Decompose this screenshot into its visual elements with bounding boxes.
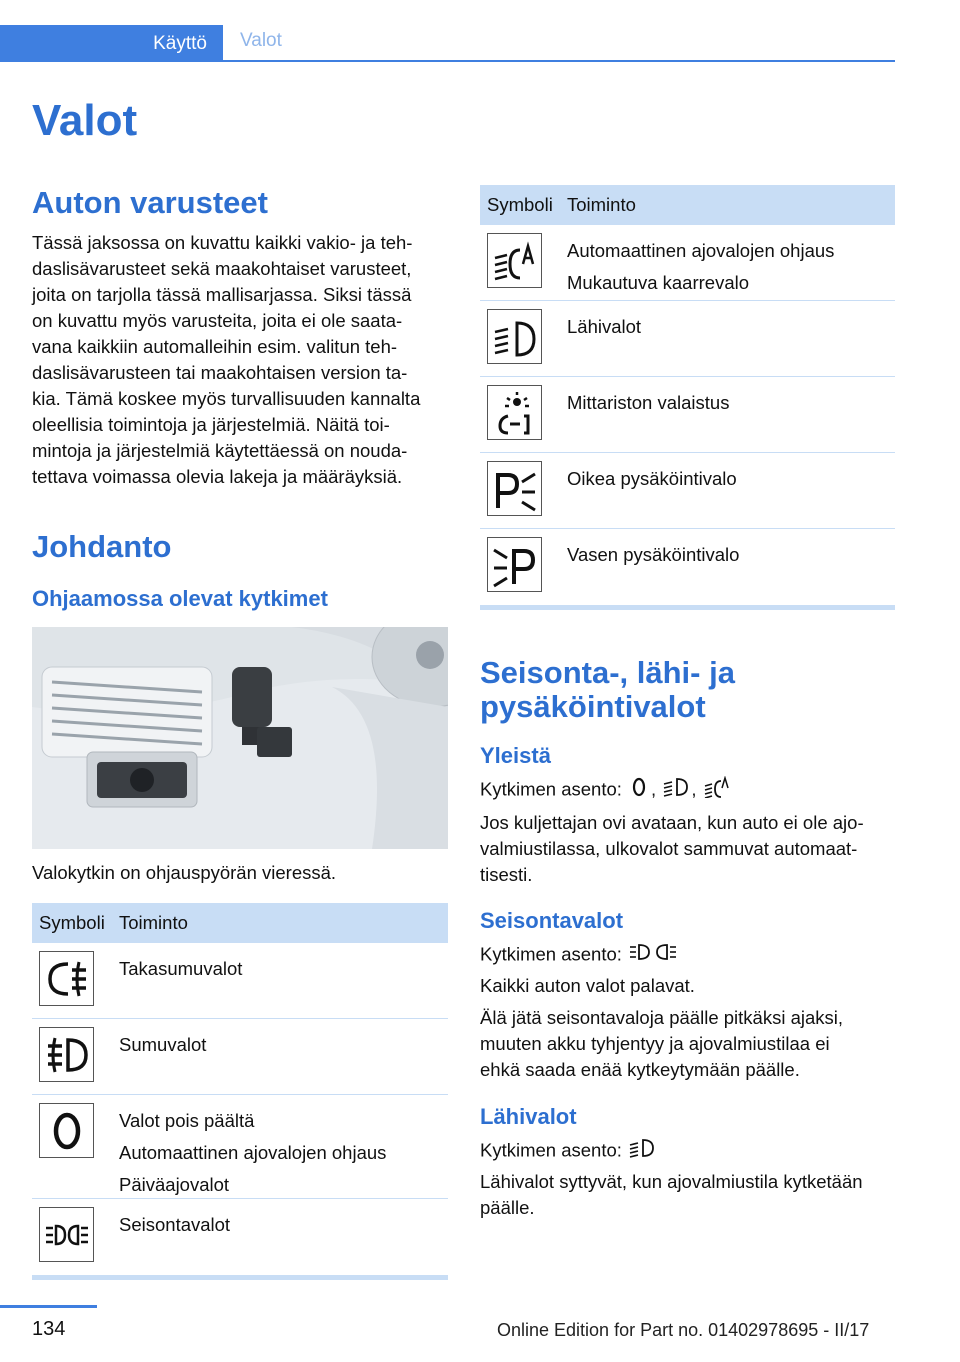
column-header-symbol: Symboli xyxy=(487,194,553,215)
function-text: Sumuvalot xyxy=(119,1034,207,1055)
table-row xyxy=(32,943,448,1019)
column-header-symbol: Symboli xyxy=(39,912,105,933)
auto-headlight-icon xyxy=(487,233,542,288)
lahivalot-heading: Lähivalot xyxy=(480,1104,577,1129)
auton-heading: Auton varusteet xyxy=(32,185,268,220)
page-title: Valot xyxy=(32,96,138,145)
function-text: Päiväajovalot xyxy=(119,1174,230,1195)
yleista-line: tisesti. xyxy=(480,864,533,885)
function-text: Takasumuvalot xyxy=(119,958,243,979)
low-beam-icon xyxy=(487,309,542,364)
low-beam-icon xyxy=(663,776,689,805)
yleista-paragraph xyxy=(480,810,900,888)
switch-label: Kytkimen asento: xyxy=(480,778,622,800)
table-row xyxy=(480,529,895,605)
edition-text: Online Edition for Part no. 01402978695 - II/17 xyxy=(497,1320,870,1340)
switch-label: Kytkimen asento: xyxy=(480,1139,622,1161)
function-text: Automaattinen ajovalojen ohjaus xyxy=(567,240,835,261)
seisontavalot-paragraph xyxy=(480,1005,900,1083)
auton-line: mintoja ja järjestelmiä käytettäessä on nouda‐ xyxy=(32,440,408,461)
seisontavalot-heading: Seisontavalot xyxy=(480,908,624,933)
page-number: 134 xyxy=(32,1318,66,1340)
table-header xyxy=(32,903,448,943)
auton-line: joita on tarjolla tässä mallisarjassa. Siksi tässä xyxy=(32,284,412,305)
auton-line: daslisävarusteen tai maakohtaisen version ta‐ xyxy=(32,362,408,383)
table-header xyxy=(480,185,895,225)
footer-rule xyxy=(0,1305,97,1308)
auto-headlight-icon xyxy=(704,776,730,805)
separator: , xyxy=(651,778,657,800)
seisontavalot-line1: Kaikki auton valot palavat. xyxy=(480,975,695,996)
johdanto-heading: Johdanto xyxy=(32,529,172,564)
auton-line: vana kaikkiin automalleihin esim. valitun teh‐ xyxy=(32,336,398,357)
table-row xyxy=(480,453,895,529)
table-row xyxy=(32,1095,448,1199)
table-bottom-rule xyxy=(32,1275,448,1280)
seisontavalot-line: muuten akku tyhjentyy ja ajovalmiustilaa ei xyxy=(480,1033,830,1054)
lights-off-zero-icon xyxy=(39,1103,94,1158)
lahivalot-paragraph xyxy=(480,1169,900,1221)
column-header-function: Toiminto xyxy=(119,912,188,933)
seisonta-heading xyxy=(480,656,735,724)
switch-label: Kytkimen asento: xyxy=(480,943,622,965)
auton-line: on kuvattu myös varusteita, joita ei ole saata‐ xyxy=(32,310,403,331)
table-bottom-rule xyxy=(480,605,895,610)
table-row xyxy=(480,301,895,377)
left-parking-light-icon xyxy=(487,537,542,592)
function-text: Mukautuva kaarrevalo xyxy=(567,272,750,293)
auton-paragraph xyxy=(32,230,452,490)
light-switch-illustration xyxy=(32,627,448,849)
column-header-function: Toiminto xyxy=(567,194,636,215)
table-row xyxy=(32,1199,448,1275)
yleista-switch-position xyxy=(480,776,900,805)
front-fog-light-icon xyxy=(39,1027,94,1082)
right-symbol-table xyxy=(480,185,895,610)
parking-lights-icon xyxy=(39,1207,94,1262)
table-row xyxy=(480,225,895,301)
header-section-tab xyxy=(0,25,223,62)
function-text: Automaattinen ajovalojen ohjaus xyxy=(119,1142,387,1163)
seisontavalot-line: Älä jätä seisontavaloja päälle pitkäksi ajaksi, xyxy=(480,1007,844,1028)
lahivalot-switch-position xyxy=(480,1137,657,1166)
auton-line: tettava voimassa olevia lakeja ja määräyksiä. xyxy=(32,466,403,487)
rear-fog-light-icon xyxy=(39,951,94,1006)
function-text: Lähivalot xyxy=(567,316,642,337)
lahivalot-line: Lähivalot syttyvät, kun ajovalmiustila kytketään xyxy=(480,1171,863,1192)
seisontavalot-line: ehkä saada enää kytkeytymään päälle. xyxy=(480,1059,800,1080)
table-row xyxy=(32,1019,448,1095)
header-subsection: Valot xyxy=(240,30,282,51)
johdanto-subheading: Ohjaamossa olevat kytkimet xyxy=(32,586,328,611)
yleista-heading: Yleistä xyxy=(480,743,551,768)
function-text: Seisontavalot xyxy=(119,1214,231,1235)
right-parking-light-icon xyxy=(487,461,542,516)
instrument-lighting-icon xyxy=(487,385,542,440)
auton-line: oleellisia toimintoja ja järjestelmiä. Näitä toi‐ xyxy=(32,414,390,435)
function-text: Mittariston valaistus xyxy=(567,392,730,413)
auton-line: kia. Tämä koskee myös turvallisuuden kannalta xyxy=(32,388,421,409)
auton-line: Tässä jaksossa on kuvattu kaikki vakio- ja teh‐ xyxy=(32,232,413,253)
parking-lights-icon xyxy=(629,941,677,970)
seisontavalot-switch-position xyxy=(480,941,679,970)
lahivalot-line: päälle. xyxy=(480,1197,535,1218)
seisonta-heading-line: Seisonta-, lähi- ja xyxy=(480,655,735,690)
photo-caption: Valokytkin on ohjauspyörän vieressä. xyxy=(32,862,337,883)
low-beam-icon xyxy=(629,1137,655,1166)
function-text: Valot pois päältä xyxy=(119,1110,255,1131)
table-row xyxy=(480,377,895,453)
auton-line: daslisävarusteet sekä maakohtaiset varusteet, xyxy=(32,258,412,279)
function-text: Oikea pysäköintivalo xyxy=(567,468,737,489)
function-text: Vasen pysäköintivalo xyxy=(567,544,740,565)
yleista-line: Jos kuljettajan ovi avataan, kun auto ei ole ajo‐ xyxy=(480,812,864,833)
header-section-label: Käyttö xyxy=(153,32,207,54)
light-switch-photo xyxy=(32,627,448,849)
left-symbol-table xyxy=(32,903,448,1280)
zero-position-icon xyxy=(629,776,649,805)
seisonta-heading-line: pysäköintivalot xyxy=(480,689,706,724)
yleista-line: valmiustilassa, ulkovalot sammuvat automaat‐ xyxy=(480,838,858,859)
separator: , xyxy=(691,778,697,800)
